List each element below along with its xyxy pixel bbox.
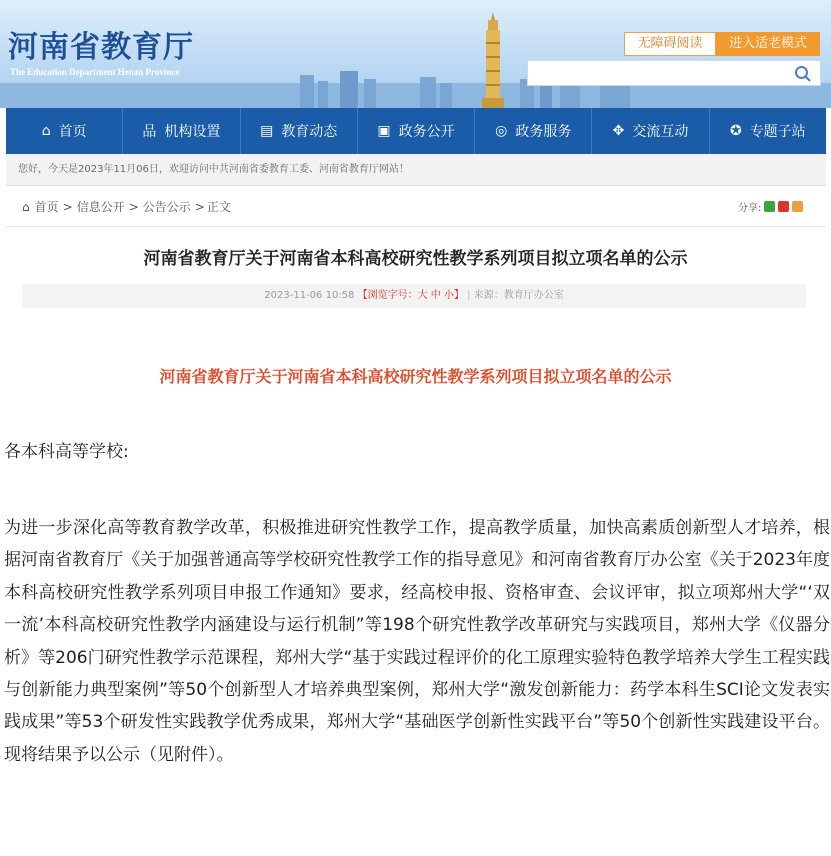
share-bar bbox=[738, 199, 803, 214]
article-title: 河南省教育厅关于河南省本科高校研究性教学系列项目拟立项名单的公示 bbox=[143, 249, 688, 269]
nav-item-label: 政务公开 bbox=[398, 124, 455, 140]
nav-item-news[interactable] bbox=[241, 108, 358, 154]
nav-item-label: 首页 bbox=[58, 124, 87, 140]
article-source: 来源：教育厅办公室 bbox=[473, 290, 564, 301]
site-logo-subtitle: The Education Department Henan Province bbox=[10, 67, 180, 77]
search-icon[interactable] bbox=[794, 65, 812, 83]
nav-item-interaction[interactable] bbox=[592, 108, 709, 154]
publicity-icon: ▣ bbox=[377, 123, 391, 139]
main-nav bbox=[6, 108, 826, 154]
salutation: 各本科高等学校: bbox=[4, 442, 129, 462]
wechat-share-icon[interactable] bbox=[764, 201, 775, 212]
breadcrumb-info-public[interactable]: 信息公开 bbox=[76, 200, 125, 214]
site-logo-title[interactable]: 河南省教育厅 bbox=[8, 30, 194, 65]
breadcrumb-separator: > bbox=[128, 199, 139, 214]
nav-item-service[interactable] bbox=[475, 108, 592, 154]
breadcrumb bbox=[22, 198, 231, 215]
nav-item-home[interactable] bbox=[6, 108, 123, 154]
org-icon: 品 bbox=[142, 124, 157, 140]
body-paragraph: 为进一步深化高等教育教学改革，积极推进研究性教学工作，提高教学质量，加快高素质创新型人才培养，根据河南省教育厅《关于加强普通高等学校研究性教学工作的指导意见》和河南省教育厅办公室《关于2023年度本科高校研究性教学系列项目申报工作通知》要求，经高校申报、资格审查、会议评审，拟立项郑州大学“‘双一流’本科高校研究性教学内涵建设与运行机制”等198个研究性教学改革研究与实践项目，郑州大学《仪器分析》等206门研究性教学示范课程，郑州大学“基于实践过程评价的化工原理实验特色教学培养大学生工程实践与创新能力典型案例”等50个创新型人才培养典型案例，郑州大学“激发创新能力：药学本科生SCI论文发表实践成果”等53个研发性实践教学优秀成果，郑州大学“基础医学创新性实践平台”等50个创新性实践建设平台。现将结果予以公示（见附件）。 bbox=[4, 518, 830, 765]
nav-item-subsite[interactable] bbox=[710, 108, 826, 154]
weibo-share-icon[interactable] bbox=[778, 201, 789, 212]
home-icon: ⌂ bbox=[41, 123, 51, 139]
news-icon: ▤ bbox=[260, 123, 274, 139]
divider bbox=[6, 226, 826, 227]
breadcrumb-current: 正文 bbox=[206, 200, 231, 214]
breadcrumb-separator: > bbox=[62, 199, 73, 214]
service-icon: ◎ bbox=[495, 123, 508, 139]
nav-item-label: 政务服务 bbox=[515, 124, 572, 140]
subsite-icon: ✪ bbox=[729, 123, 742, 139]
content-heading: 河南省教育厅关于河南省本科高校研究性教学系列项目拟立项名单的公示 bbox=[159, 367, 672, 386]
site-header bbox=[0, 0, 831, 108]
nav-item-label: 交流互动 bbox=[632, 124, 689, 140]
nav-item-publicity[interactable] bbox=[358, 108, 475, 154]
breadcrumb-announcement[interactable]: 公告公示 bbox=[142, 200, 191, 214]
tower-landmark-icon bbox=[478, 12, 508, 108]
nav-item-organization[interactable] bbox=[123, 108, 240, 154]
article-date: 2023-11-06 10:58 bbox=[264, 290, 355, 301]
interaction-icon: ✥ bbox=[612, 123, 625, 139]
nav-item-label: 专题子站 bbox=[749, 124, 806, 140]
share-label: 分享: bbox=[738, 203, 762, 214]
home-icon: ⌂ bbox=[22, 199, 30, 214]
breadcrumb-home[interactable]: 首页 bbox=[34, 200, 59, 214]
welcome-bar: 您好，今天是2023年11月06日，欢迎访问中共河南省委教育工委、河南省教育厅网站！ bbox=[6, 154, 826, 186]
accessible-reading-button[interactable]: 无障碍阅读 bbox=[624, 32, 716, 56]
article-meta: 2023-11-06 10:58 【浏览字号：大 中 小】 | 来源：教育厅办公室 bbox=[22, 284, 806, 308]
nav-item-label: 机构设置 bbox=[164, 124, 221, 140]
breadcrumb-separator: > bbox=[194, 199, 205, 214]
elder-mode-button[interactable]: 进入适老模式 bbox=[716, 32, 820, 56]
qzone-share-icon[interactable] bbox=[792, 201, 803, 212]
nav-item-label: 教育动态 bbox=[281, 124, 338, 140]
font-size-toggle[interactable]: 【浏览字号：大 中 小】 bbox=[357, 290, 464, 301]
search-input[interactable] bbox=[527, 60, 821, 86]
